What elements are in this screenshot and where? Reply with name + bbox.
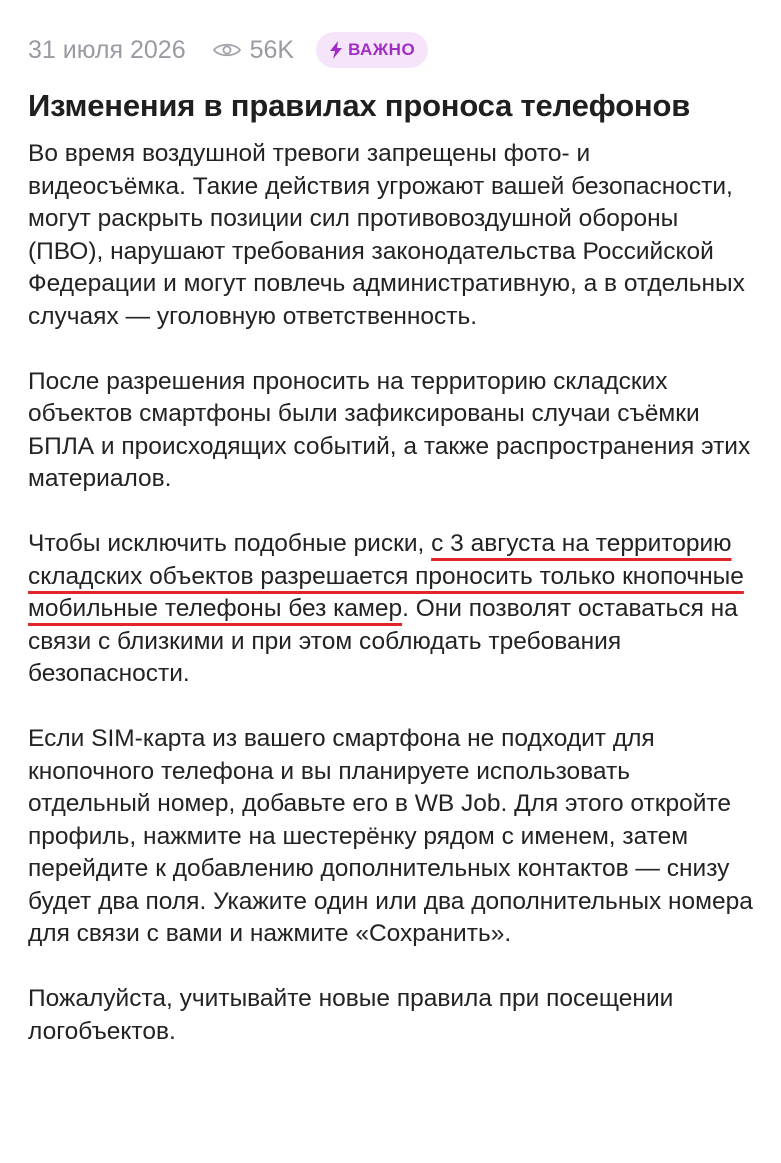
- post-body: [28, 138, 753, 1048]
- lightning-icon: [329, 41, 343, 59]
- paragraph-4: Если SIM-карта из вашего смартфона не подходит для кнопочного телефона и вы планируете использовать отдельный номер, добавьте его в WB Job. Для этого откройте профиль, нажмите на шестерёнку рядом с именем, затем перейдите к добавлению дополнительных контактов — снизу будет два поля. Укажите один или два дополнительных номера для связи с вами и нажмите «Сохранить».: [28, 724, 753, 948]
- post-meta: [28, 32, 753, 68]
- views-count: 56K: [249, 35, 295, 64]
- paragraph-3: [28, 528, 753, 691]
- paragraph-5: Пожалуйста, учитывайте новые правила при посещении логобъектов.: [28, 985, 674, 1045]
- paragraph-3-rest: . Они позволят оставаться на связи с близкими и при этом соблюдать требования безопасности.: [28, 595, 738, 688]
- important-badge: [316, 32, 428, 68]
- post-date: 31 июля 2026: [28, 35, 186, 64]
- paragraph-3-intro: Чтобы исключить подобные риски,: [28, 529, 432, 557]
- paragraph-2: После разрешения проносить на территорию складских объектов смартфоны были зафиксированы случаи съёмки БПЛА и происходящих событий, а также распространения этих материалов.: [28, 367, 751, 493]
- highlighted-rule: с 3 августа на территорию складских объектов разрешается проносить только кнопочные мобильные телефоны без камер: [28, 529, 744, 623]
- eye-icon: [212, 41, 242, 59]
- views-counter: [212, 36, 294, 65]
- paragraph-1: Во время воздушной тревоги запрещены фото- и видеосъёмка. Такие действия угрожают вашей безопасности, могут раскрыть позиции сил противовоздушной обороны (ПВО), нарушают требования законодательства Российской Федерации и могут повлечь административную, а в отдельных случаях — уголовную ответственность.: [28, 140, 745, 330]
- post-title: Изменения в правилах проноса телефонов: [28, 88, 691, 123]
- badge-label: ВАЖНО: [348, 40, 416, 59]
